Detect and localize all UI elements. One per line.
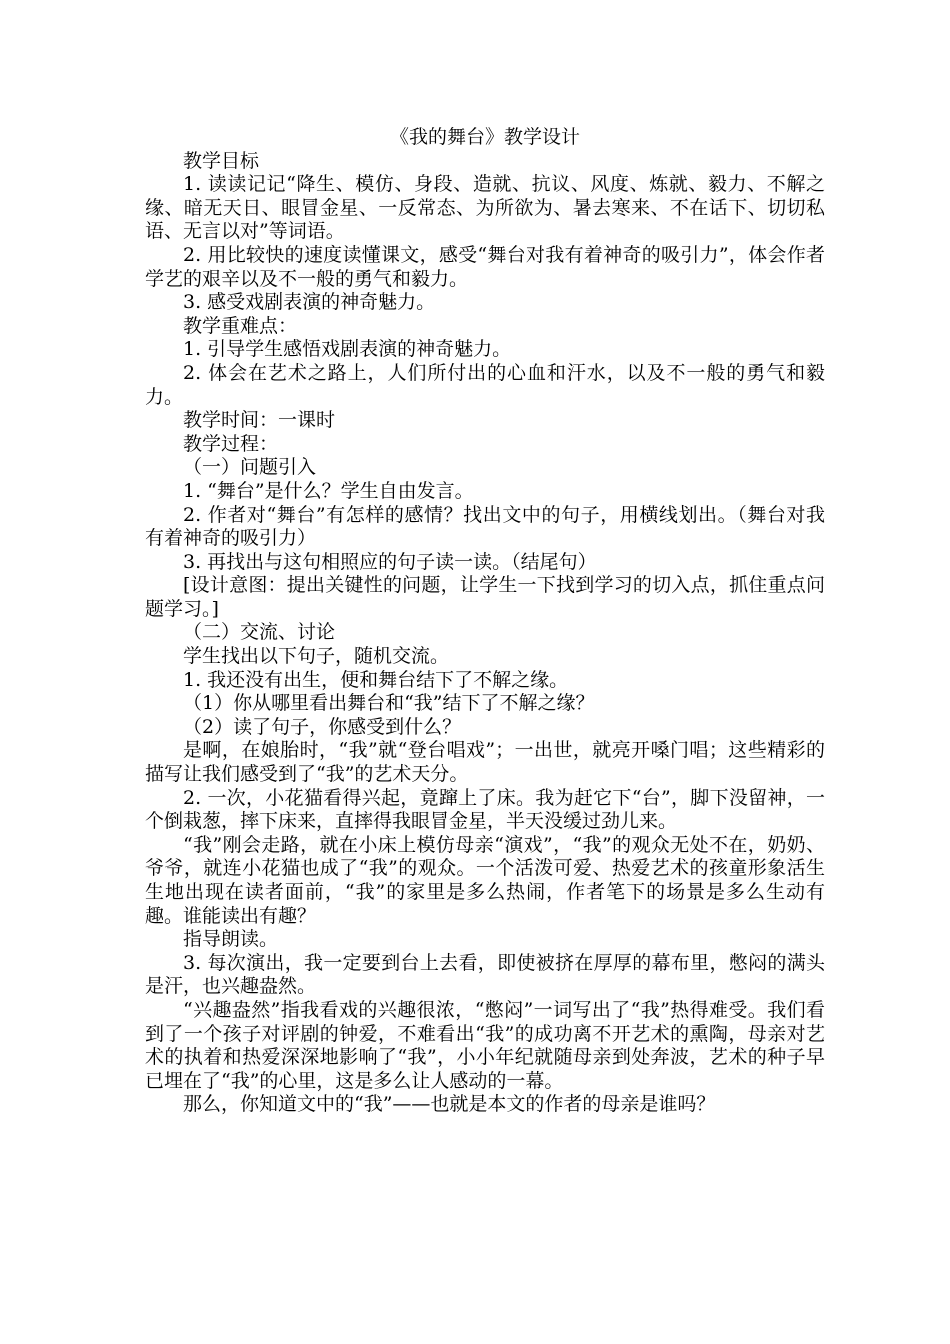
paragraph: 2. 体会在艺术之路上，人们所付出的心血和汗水，以及不一般的勇气和毅力。 (145, 361, 825, 408)
paragraph: 1. 我还没有出生，便和舞台结下了不解之缘。 (183, 668, 569, 691)
paragraph: 3. 感受戏剧表演的神奇魅力。 (183, 291, 436, 314)
paragraph: 学生找出以下句子，随机交流。 (183, 645, 450, 668)
paragraph: 教学重难点： (183, 314, 298, 337)
document-title: 《我的舞台》教学设计 (389, 126, 580, 148)
paragraph: 3. 每次演出，我一定要到台上去看，即使被挤在厚厚的幕布里，憋闷的满头是汗，也兴趣盎然。 (145, 951, 825, 998)
paragraph: 教学时间：一课时 (183, 409, 336, 432)
paragraph: 2. 一次，小花猫看得兴起，竟蹿上了床。我为赶它下“台”，脚下没留神，一个倒栽葱，摔下床来，直摔得我眼冒金星，半天没缓过劲儿来。 (145, 786, 825, 833)
paragraph: （1）你从哪里看出舞台和“我”结下了不解之缘？ (183, 692, 595, 715)
paragraph: 教学过程： (183, 432, 279, 455)
paragraph: （二）交流、讨论 (183, 621, 336, 644)
paragraph: 1. “舞台”是什么？学生自由发言。 (183, 479, 474, 502)
paragraph: “我”刚会走路，就在小床上模仿母亲“演戏”，“我”的观众无处不在，奶奶、爷爷，就连小花猫也成了“我”的观众。一个活泼可爱、热爱艺术的孩童形象活生生地出现在读者面前，“我”的家里是多么热闹，作者笔下的场景是多么生动有趣。谁能读出有趣？ (145, 833, 825, 927)
paragraph: （2）读了句子，你感受到什么？ (183, 715, 462, 738)
paragraph: 指导朗读。 (183, 928, 279, 951)
paragraph: 教学目标 (183, 149, 260, 172)
paragraph: 1. 读读记记“降生、模仿、身段、造就、抗议、风度、炼就、毅力、不解之缘、暗无天日、眼冒金星、一反常态、为所欲为、暑去寒来、不在话下、切切私语、无言以对”等词语。 (145, 173, 825, 243)
paragraph: 2. 用比较快的速度读懂课文，感受“舞台对我有着神奇的吸引力”，体会作者学艺的艰辛以及不一般的勇气和毅力。 (145, 243, 825, 290)
paragraph: 1. 引导学生感悟戏剧表演的神奇魅力。 (183, 338, 512, 361)
paragraph-list (145, 150, 825, 1117)
paragraph: 那么，你知道文中的“我”——也就是本文的作者的母亲是谁吗？ (183, 1093, 716, 1116)
document-body (145, 126, 825, 1117)
paragraph: （一）问题引入 (183, 456, 317, 479)
paragraph: [设计意图：提出关键性的问题，让学生一下找到学习的切入点，抓住重点问题学习。] (145, 574, 825, 620)
paragraph: 3. 再找出与这句相照应的句子读一读。（结尾句） (183, 550, 597, 573)
paragraph: 是啊，在娘胎时，“我”就“登台唱戏”；一出世，就亮开嗓门唱；这些精彩的描写让我们感受到了“我”的艺术天分。 (145, 739, 825, 786)
paragraph: 2. 作者对“舞台”有怎样的感情？找出文中的句子，用横线划出。（舞台对我有着神奇的吸引力） (145, 503, 825, 550)
paragraph: “兴趣盎然”指我看戏的兴趣很浓，“憋闷”一词写出了“我”热得难受。我们看到了一个孩子对评剧的钟爱，不难看出“我”的成功离不开艺术的熏陶，母亲对艺术的执着和热爱深深地影响了“我”，小小年纪就随母亲到处奔波，艺术的种子早已埋在了“我”的心里，这是多么让人感动的一幕。 (145, 998, 825, 1092)
